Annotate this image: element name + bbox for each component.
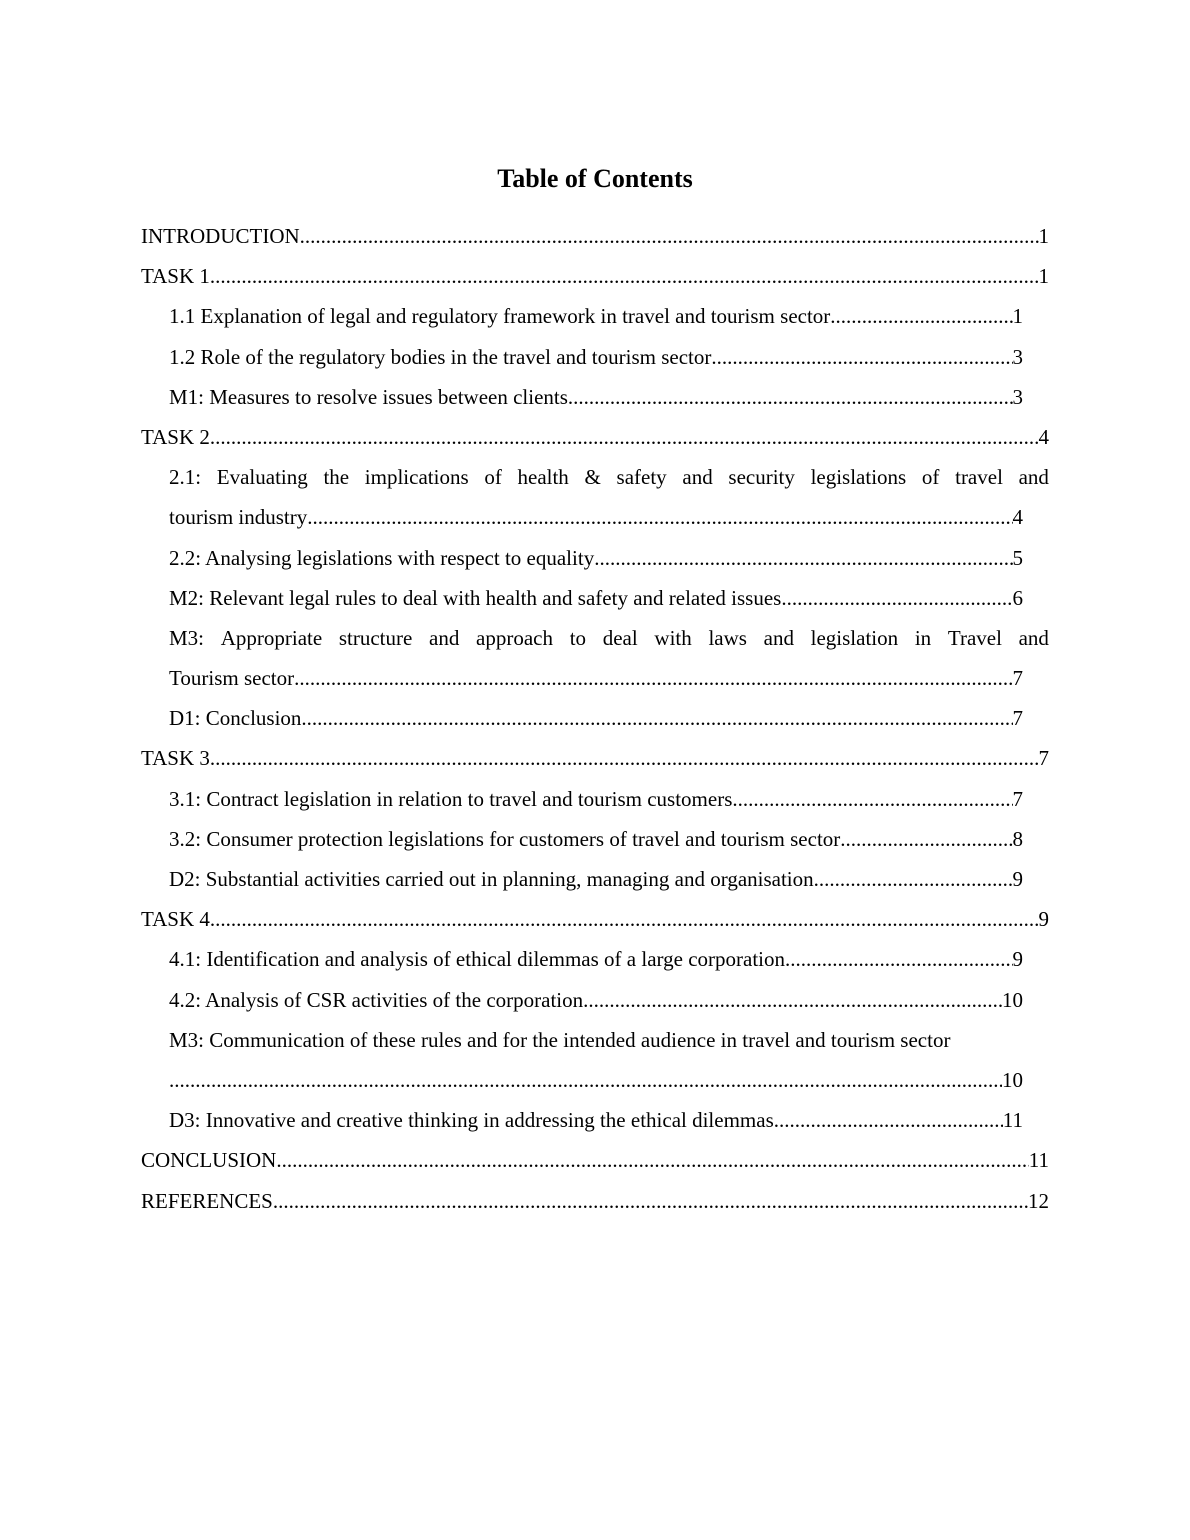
- toc-page-number: 5: [1012, 545, 1023, 570]
- dot-leader: [307, 497, 1012, 537]
- word: travel: [955, 465, 1003, 490]
- toc-entry-2-2[interactable]: [169, 538, 1023, 578]
- toc-entry-3-1[interactable]: [169, 779, 1023, 819]
- toc-entry-text: D3: Innovative and creative thinking in addressing the ethical dilemmas: [169, 1108, 774, 1133]
- toc-page-number: 9: [1038, 907, 1049, 932]
- dot-leader: [781, 578, 1012, 618]
- toc-page-number: 12: [1028, 1188, 1049, 1213]
- toc-entry-text: TASK 3: [141, 746, 210, 771]
- word: structure: [338, 625, 413, 650]
- dot-leader: [785, 939, 1013, 979]
- word: laws: [708, 625, 747, 650]
- table-of-contents: [141, 216, 1049, 1221]
- toc-entry-4-1[interactable]: [169, 939, 1023, 979]
- word: and: [682, 465, 713, 490]
- word: deal: [602, 625, 638, 650]
- toc-entry-text: D1: Conclusion: [169, 706, 302, 731]
- toc-entry-d2[interactable]: [169, 859, 1023, 899]
- toc-entry-d1[interactable]: [169, 698, 1023, 738]
- toc-entry-text: 1.2 Role of the regulatory bodies in the travel and tourism sector: [169, 344, 712, 369]
- toc-entry-text-line-2: tourism industry: [169, 505, 308, 530]
- word: of: [484, 465, 502, 490]
- toc-entry-task-3[interactable]: [141, 738, 1049, 778]
- dot-leader: [583, 980, 1002, 1020]
- toc-page-number: 7: [1038, 746, 1049, 771]
- toc-page-number: 4: [1038, 424, 1049, 449]
- toc-page-number: 7: [1012, 786, 1023, 811]
- toc-entry-1-1[interactable]: [169, 296, 1023, 336]
- dot-leader: [814, 859, 1013, 899]
- toc-entry-references[interactable]: [141, 1181, 1049, 1221]
- toc-page-number: 1: [1038, 264, 1049, 289]
- toc-entry-m1[interactable]: [169, 377, 1023, 417]
- toc-entry-text: REFERENCES: [141, 1188, 273, 1213]
- word: and: [1018, 465, 1049, 490]
- toc-entry-task-2[interactable]: [141, 417, 1049, 457]
- toc-entry-m3[interactable]: [169, 618, 1049, 698]
- toc-entry-d3[interactable]: [169, 1100, 1023, 1140]
- word: the: [323, 465, 350, 490]
- word: security: [728, 465, 795, 490]
- toc-page-number: 3: [1012, 384, 1023, 409]
- dot-leader: [294, 658, 1012, 698]
- toc-entry-1-2[interactable]: [169, 337, 1023, 377]
- toc-entry-4-2[interactable]: [169, 980, 1023, 1020]
- toc-entry-text: D2: Substantial activities carried out in planning, managing and organisation: [169, 867, 814, 892]
- toc-entry-text: 4.1: Identification and analysis of ethical dilemmas of a large corporation: [169, 947, 785, 972]
- toc-entry-text: INTRODUCTION: [141, 224, 300, 248]
- word: legislation: [810, 625, 899, 650]
- dot-leader: [210, 738, 1039, 778]
- word: legislations: [810, 465, 907, 490]
- dot-leader: [210, 899, 1039, 939]
- word: to: [569, 625, 587, 650]
- word: and: [1018, 625, 1049, 650]
- toc-entry-text-line-2: Tourism sector: [169, 666, 295, 691]
- dot-leader: [210, 256, 1039, 296]
- toc-entry-task-4[interactable]: [141, 899, 1049, 939]
- dot-leader: [830, 296, 1012, 336]
- toc-title: Table of Contents: [497, 164, 693, 193]
- toc-entry-conclusion[interactable]: [141, 1140, 1049, 1180]
- toc-entry-text: 4.2: Analysis of CSR activities of the corporation: [169, 987, 584, 1012]
- toc-entry-2-1[interactable]: [169, 457, 1049, 537]
- toc-entry-m3-communication[interactable]: [169, 1020, 1049, 1100]
- word: 2.1:: [169, 465, 202, 490]
- dot-leader: [169, 1060, 1002, 1100]
- word: implications: [364, 465, 469, 490]
- word: Travel: [947, 625, 1002, 650]
- toc-entry-text: 3.1: Contract legislation in relation to travel and tourism customers: [169, 786, 733, 811]
- toc-entry-text: TASK 2: [141, 424, 210, 449]
- toc-entry-text: TASK 1: [141, 264, 210, 289]
- dot-leader: [276, 1140, 1028, 1180]
- word: and: [429, 625, 460, 650]
- word: Evaluating: [216, 465, 308, 490]
- word: safety: [616, 465, 667, 490]
- toc-entry-text: TASK 4: [141, 907, 210, 932]
- toc-entry-3-2[interactable]: [169, 819, 1023, 859]
- dot-leader: [774, 1100, 1003, 1140]
- toc-page-number: 11: [1002, 1108, 1023, 1133]
- toc-entry-text: M2: Relevant legal rules to deal with health and safety and related issues: [169, 585, 782, 610]
- toc-page-number: 4: [1012, 505, 1023, 530]
- word: with: [654, 625, 692, 650]
- word: of: [921, 465, 940, 490]
- dot-leader: [210, 417, 1039, 457]
- word: &: [584, 465, 601, 490]
- word: Appropriate: [220, 625, 323, 650]
- word: and: [763, 625, 794, 650]
- toc-entry-text: 3.2: Consumer protection legislations for customers of travel and tourism sector: [169, 826, 841, 851]
- dot-leader: [711, 337, 1012, 377]
- toc-page-number: 10: [1002, 1067, 1023, 1092]
- word: M3:: [169, 625, 205, 650]
- toc-entry-text-line-1: [169, 457, 1049, 497]
- toc-entry-text-line-1: [169, 618, 1049, 658]
- toc-page-number: 7: [1012, 666, 1023, 691]
- toc-entry-m2[interactable]: [169, 578, 1023, 618]
- toc-entry-text: 2.2: Analysing legislations with respect to equality: [169, 545, 595, 570]
- toc-page-number: 8: [1012, 826, 1023, 851]
- word: approach: [476, 625, 554, 650]
- toc-entry-text: CONCLUSION: [141, 1148, 277, 1173]
- toc-entry-text-line-1: M3: Communication of these rules and for the intended audience in travel and tourism sector: [169, 1027, 951, 1052]
- dot-leader: [732, 779, 1012, 819]
- toc-page-number: 1: [1038, 224, 1049, 248]
- dot-leader: [301, 698, 1012, 738]
- dot-leader: [273, 1181, 1028, 1221]
- toc-page-number: 9: [1012, 947, 1023, 972]
- dot-leader: [840, 819, 1012, 859]
- toc-page-number: 11: [1028, 1148, 1049, 1173]
- dot-leader: [568, 377, 1013, 417]
- toc-page-number: 3: [1012, 344, 1023, 369]
- toc-entry-introduction[interactable]: [141, 216, 1049, 256]
- toc-entry-text: M1: Measures to resolve issues between clients: [169, 384, 568, 409]
- toc-page-number: 6: [1012, 585, 1023, 610]
- toc-entry-task-1[interactable]: [141, 256, 1049, 296]
- toc-page-number: 1: [1012, 304, 1023, 329]
- toc-page-number: 9: [1012, 867, 1023, 892]
- dot-leader: [300, 216, 1039, 256]
- word: in: [914, 625, 932, 650]
- dot-leader: [594, 538, 1012, 578]
- word: health: [517, 465, 569, 490]
- toc-page-number: 7: [1012, 706, 1023, 731]
- toc-entry-text: 1.1 Explanation of legal and regulatory framework in travel and tourism sector: [169, 304, 831, 329]
- toc-page-number: 10: [1002, 987, 1023, 1012]
